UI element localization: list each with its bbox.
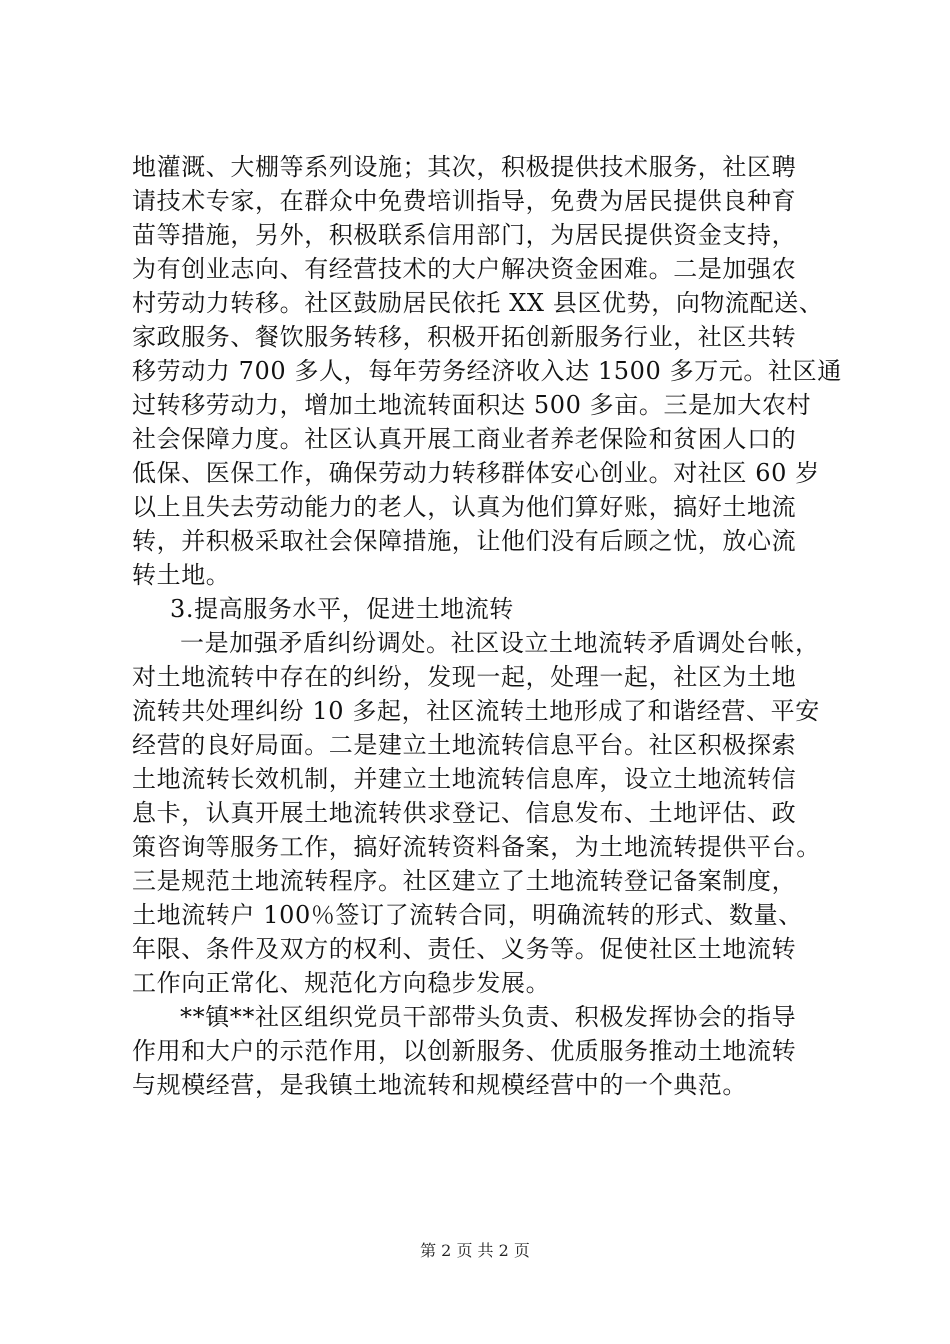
body-line: 年限、条件及双方的权利、责任、义务等。促使社区土地流转 — [132, 935, 797, 963]
body-line: 移劳动力 700 多人，每年劳务经济收入达 1500 多万元。社区通 — [132, 357, 842, 385]
body-line: 苗等措施，另外，积极联系信用部门，为居民提供资金支持， — [132, 221, 797, 249]
body-line: 三是规范土地流转程序。社区建立了土地流转登记备案制度， — [132, 867, 797, 895]
body-line: 村劳动力转移。社区鼓励居民依托 XX 县区优势，向物流配送、 — [132, 289, 824, 317]
body-line: 社会保障力度。社区认真开展工商业者养老保险和贫困人口的 — [132, 425, 797, 453]
body-line: 地灌溉、大棚等系列设施；其次，积极提供技术服务，社区聘 — [132, 153, 797, 181]
body-line: 土地流转户 100％签订了流转合同，明确流转的形式、数量、 — [132, 901, 803, 929]
body-line: **镇**社区组织党员干部带头负责、积极发挥协会的指导 — [180, 1003, 797, 1031]
body-line: 策咨询等服务工作，搞好流转资料备案，为土地流转提供平台。 — [132, 833, 821, 861]
body-line: 转土地。 — [132, 561, 231, 589]
body-line: 以上且失去劳动能力的老人，认真为他们算好账，搞好土地流 — [132, 493, 797, 521]
body-line: 与规模经营，是我镇土地流转和规模经营中的一个典范。 — [132, 1071, 747, 1099]
body-line: 低保、医保工作，确保劳动力转移群体安心创业。对社区 60 岁 — [132, 459, 820, 487]
body-line: 家政服务、餐饮服务转移，积极开拓创新服务行业，社区共转 — [132, 323, 797, 351]
body-line: 息卡，认真开展土地流转供求登记、信息发布、土地评估、政 — [132, 799, 797, 827]
body-line: 土地流转长效机制，并建立土地流转信息库，设立土地流转信 — [132, 765, 797, 793]
page-number-footer: 第 2 页 共 2 页 — [420, 1241, 530, 1260]
body-line: 作用和大户的示范作用，以创新服务、优质服务推动土地流转 — [132, 1037, 797, 1065]
body-line: 转，并积极采取社会保障措施，让他们没有后顾之忧，放心流 — [132, 527, 797, 555]
body-line: 经营的良好局面。二是建立土地流转信息平台。社区积极探索 — [132, 731, 797, 759]
body-line: 对土地流转中存在的纠纷，发现一起，处理一起，社区为土地 — [132, 663, 797, 691]
body-line: 流转共处理纠纷 10 多起，社区流转土地形成了和谐经营、平安 — [132, 697, 820, 725]
body-line: 请技术专家，在群众中免费培训指导，免费为居民提供良种育 — [132, 187, 797, 215]
body-line: 工作向正常化、规范化方向稳步发展。 — [132, 969, 551, 997]
body-line: 一是加强矛盾纠纷调处。社区设立土地流转矛盾调处台帐， — [180, 629, 820, 657]
body-line: 为有创业志向、有经营技术的大户解决资金困难。二是加强农 — [132, 255, 797, 283]
body-line: 过转移劳动力，增加土地流转面积达 500 多亩。三是加大农村 — [132, 391, 812, 419]
document-body — [132, 150, 852, 1102]
section-heading: 3.提高服务水平，促进土地流转 — [170, 595, 514, 623]
